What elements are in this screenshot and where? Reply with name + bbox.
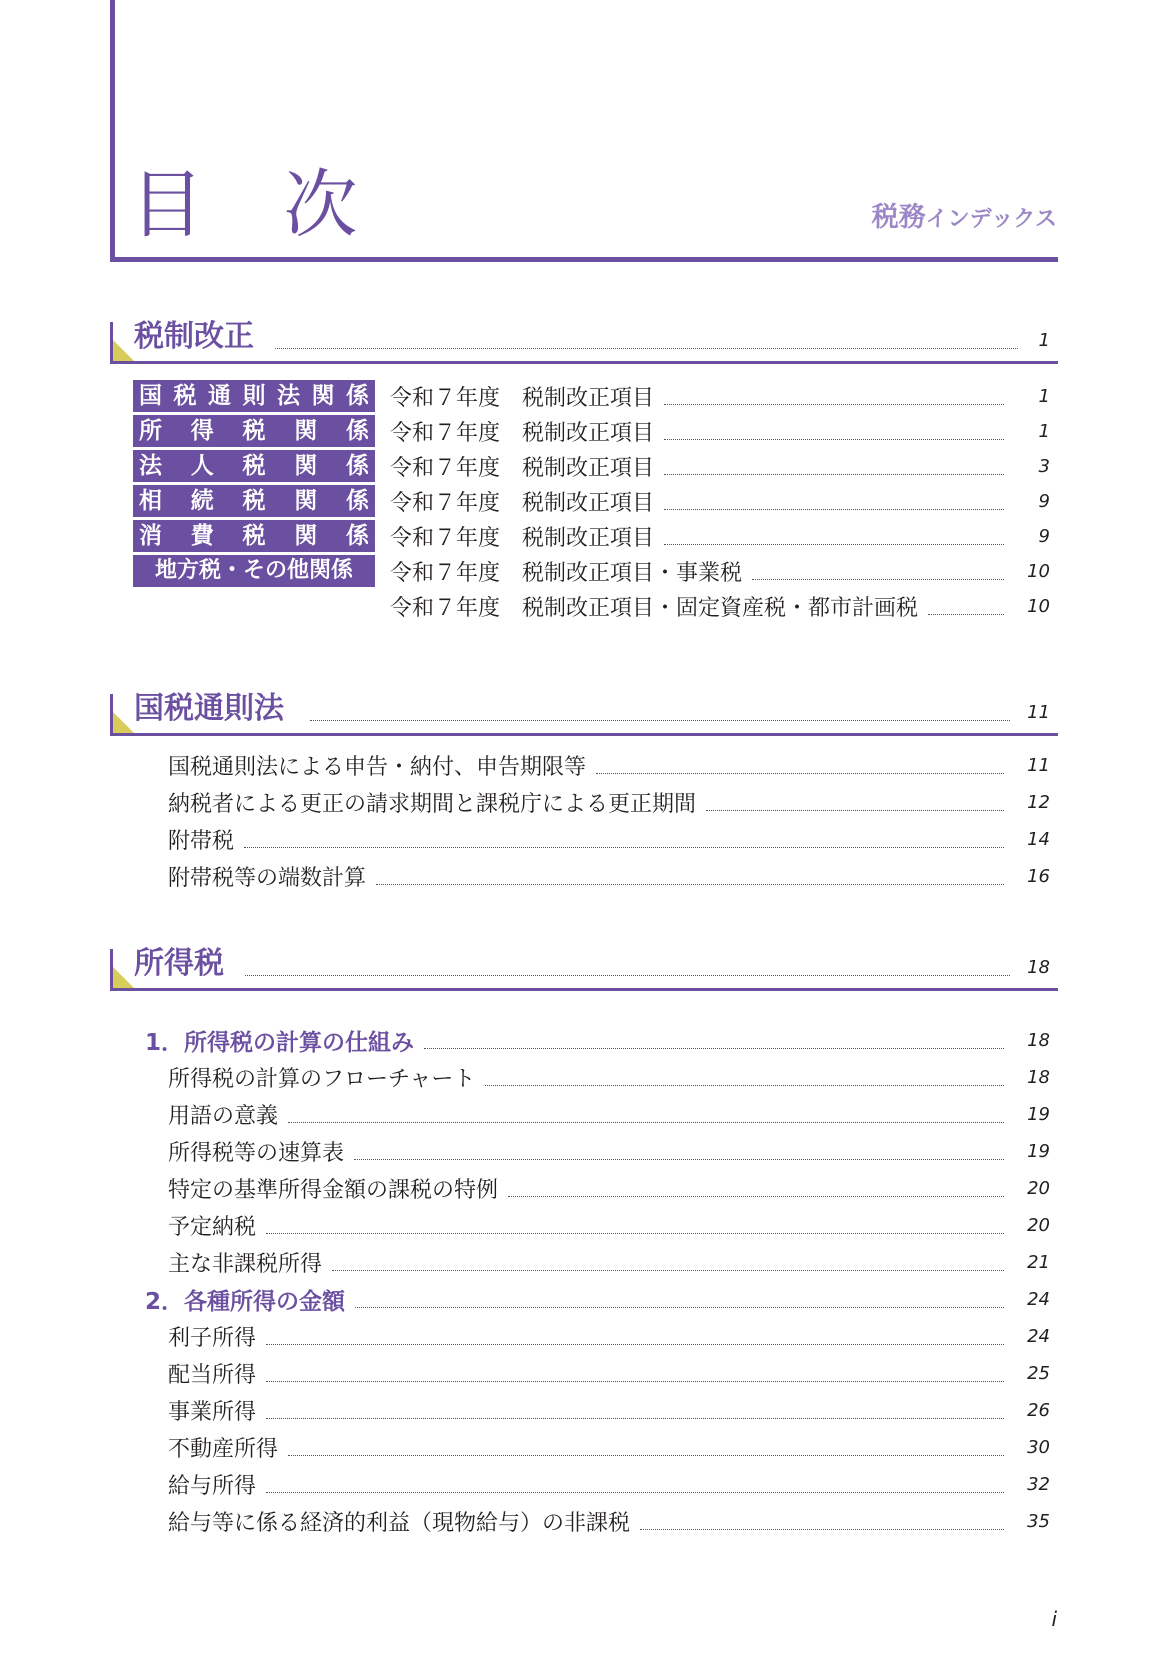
toc-entry[interactable]: 所得税等の速算表 19	[168, 1140, 1050, 1166]
toc-subheading[interactable]: 2．各種所得の金額 24	[145, 1288, 1050, 1315]
section-title: 所得税	[134, 946, 224, 981]
toc-entry[interactable]: 令和７年度 税制改正項目 1	[390, 385, 1050, 411]
section-marker-triangle	[113, 712, 135, 734]
leader-dots	[664, 404, 1004, 405]
section-underline	[110, 361, 1058, 364]
page-number: i	[1051, 1607, 1057, 1631]
category-label-chiho: 地方税・その他関係	[133, 555, 375, 587]
leader-dots	[664, 509, 1004, 510]
category-label-hojin: 法 人 税 関 係	[133, 450, 375, 482]
category-label-kokuzei: 国税通則法関係	[133, 380, 375, 412]
category-label-shotoku: 所 得 税 関 係	[133, 415, 375, 447]
section-marker-triangle	[113, 967, 135, 989]
toc-entry[interactable]: 用語の意義 19	[168, 1103, 1050, 1129]
leader-dots	[640, 1529, 1004, 1530]
leader-dots	[245, 975, 1010, 976]
header-horizontal-rule	[110, 257, 1058, 262]
toc-entry[interactable]: 事業所得 26	[168, 1399, 1050, 1425]
section-page: 11	[1027, 702, 1050, 723]
leader-dots	[244, 847, 1004, 848]
leader-dots	[354, 1159, 1004, 1160]
toc-entry[interactable]: 利子所得 24	[168, 1325, 1050, 1351]
section-marker-triangle	[113, 340, 135, 362]
toc-entry[interactable]: 令和７年度 税制改正項目 3	[390, 455, 1050, 481]
section-header	[110, 945, 1058, 991]
toc-entry[interactable]: 特定の基準所得金額の課税の特例 20	[168, 1177, 1050, 1203]
toc-entry[interactable]: 主な非課税所得 21	[168, 1251, 1050, 1277]
toc-entry[interactable]: 附帯税 14	[168, 828, 1050, 854]
leader-dots	[596, 773, 1004, 774]
section-page: 1	[1038, 330, 1050, 351]
toc-entry[interactable]: 令和７年度 税制改正項目 1	[390, 420, 1050, 446]
section-zeisei-kaisei	[110, 318, 1058, 364]
brand-main: 税務	[871, 202, 926, 233]
toc-entry[interactable]: 附帯税等の端数計算 16	[168, 865, 1050, 891]
leader-dots	[355, 1307, 1004, 1308]
page-title: 目 次	[130, 162, 386, 248]
toc-entry[interactable]: 給与所得 32	[168, 1473, 1050, 1499]
leader-dots	[332, 1270, 1004, 1271]
brand-logo	[872, 204, 1057, 231]
leader-dots	[664, 474, 1004, 475]
section-title: 税制改正	[134, 319, 254, 354]
section-underline	[110, 733, 1058, 736]
leader-dots	[485, 1085, 1004, 1086]
toc-entry[interactable]: 納税者による更正の請求期間と課税庁による更正期間 12	[168, 791, 1050, 817]
section-title: 国税通則法	[134, 691, 284, 726]
leader-dots	[266, 1492, 1004, 1493]
toc-entry[interactable]: 所得税の計算のフローチャート 18	[168, 1066, 1050, 1092]
header-vertical-rule	[110, 0, 115, 262]
leader-dots	[508, 1196, 1004, 1197]
toc-entry[interactable]: 給与等に係る経済的利益（現物給与）の非課税 35	[168, 1510, 1050, 1536]
leader-dots	[266, 1344, 1004, 1345]
leader-dots	[266, 1233, 1004, 1234]
leader-dots	[664, 439, 1004, 440]
leader-dots	[752, 579, 1004, 580]
toc-entry[interactable]: 令和７年度 税制改正項目・事業税 10	[390, 560, 1050, 586]
section-page: 18	[1027, 957, 1050, 978]
toc-entry[interactable]: 令和７年度 税制改正項目・固定資産税・都市計画税 10	[390, 595, 1050, 621]
section-header	[110, 318, 1058, 364]
section-header	[110, 690, 1058, 736]
brand-small: インデックス	[925, 207, 1057, 232]
section-shotokuzei	[110, 945, 1058, 991]
toc-entry[interactable]: 不動産所得 30	[168, 1436, 1050, 1462]
leader-dots	[266, 1418, 1004, 1419]
leader-dots	[288, 1455, 1004, 1456]
toc-entry[interactable]: 令和７年度 税制改正項目 9	[390, 490, 1050, 516]
leader-dots	[706, 810, 1004, 811]
leader-dots	[310, 720, 1010, 721]
leader-dots	[275, 348, 1018, 349]
leader-dots	[288, 1122, 1004, 1123]
toc-entry[interactable]: 配当所得 25	[168, 1362, 1050, 1388]
category-label-sozoku: 相 続 税 関 係	[133, 485, 375, 517]
category-label-shohi: 消 費 税 関 係	[133, 520, 375, 552]
toc-entry[interactable]: 予定納税 20	[168, 1214, 1050, 1240]
leader-dots	[376, 884, 1004, 885]
toc-entry[interactable]: 令和７年度 税制改正項目 9	[390, 525, 1050, 551]
toc-subheading[interactable]: 1．所得税の計算の仕組み 18	[145, 1029, 1050, 1056]
leader-dots	[928, 614, 1004, 615]
leader-dots	[664, 544, 1004, 545]
toc-entry[interactable]: 国税通則法による申告・納付、申告期限等 11	[168, 754, 1050, 780]
leader-dots	[424, 1048, 1004, 1049]
section-kokuzei-tsusokuho	[110, 690, 1058, 736]
leader-dots	[266, 1381, 1004, 1382]
section-underline	[110, 988, 1058, 991]
